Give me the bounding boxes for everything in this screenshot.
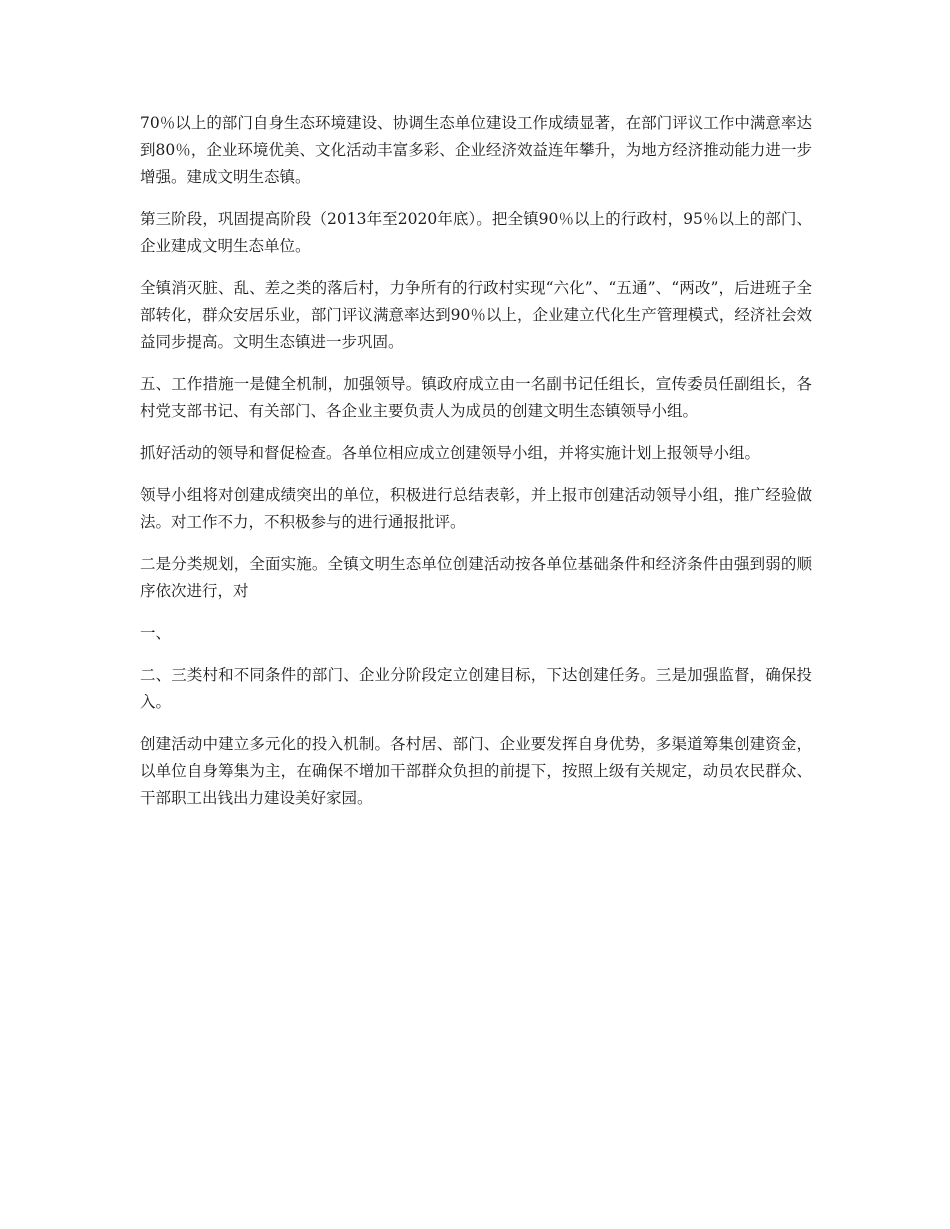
paragraph-9: 二、三类村和不同条件的部门、企业分阶段定立创建目标，下达创建任务。三是加强监督，确保投入。	[140, 666, 812, 711]
paragraph-8: 一、	[140, 624, 172, 642]
paragraph-3: 全镇消灭脏、乱、差之类的落后村，力争所有的行政村实现“六化”、“五通”、“两改”，后进班子全部转化，群众安居乐业，部门评议满意率达到90％以上，企业建立代化生产管理模式，经济社会效益同步提高。文明生态镇进一步巩固。	[140, 279, 812, 351]
paragraph-4: 五、工作措施一是健全机制，加强领导。镇政府成立由一名副书记任组长，宣传委员任副组长，各村党支部书记、有关部门、各企业主要负责人为成员的创建文明生态镇领导小组。	[140, 375, 812, 420]
document-body	[140, 110, 812, 827]
paragraph-5: 抓好活动的领导和督促检查。各单位相应成立创建领导小组，并将实施计划上报领导小组。	[140, 444, 761, 462]
paragraph-1: 70％以上的部门自身生态环境建设、协调生态单位建设工作成绩显著，在部门评议工作中满意率达到80％，企业环境优美、文化活动丰富多彩、企业经济效益连年攀升，为地方经济推动能力进一步增强。建成文明生态镇。	[140, 114, 812, 186]
paragraph-7: 二是分类规划，全面实施。全镇文明生态单位创建活动按各单位基础条件和经济条件由强到弱的顺序依次进行，对	[140, 555, 812, 600]
paragraph-10: 创建活动中建立多元化的投入机制。各村居、部门、企业要发挥自身优势，多渠道筹集创建资金，以单位自身筹集为主，在确保不增加干部群众负担的前提下，按照上级有关规定，动员农民群众、干部职工出钱出力建设美好家园。	[140, 735, 812, 807]
paragraph-2: 第三阶段，巩固提高阶段（2013年至2020年底）。把全镇90％以上的行政村，95％以上的部门、企业建成文明生态单位。	[140, 210, 812, 255]
paragraph-6: 领导小组将对创建成绩突出的单位，积极进行总结表彰，并上报市创建活动领导小组，推广经验做法。对工作不力，不积极参与的进行通报批评。	[140, 486, 812, 531]
